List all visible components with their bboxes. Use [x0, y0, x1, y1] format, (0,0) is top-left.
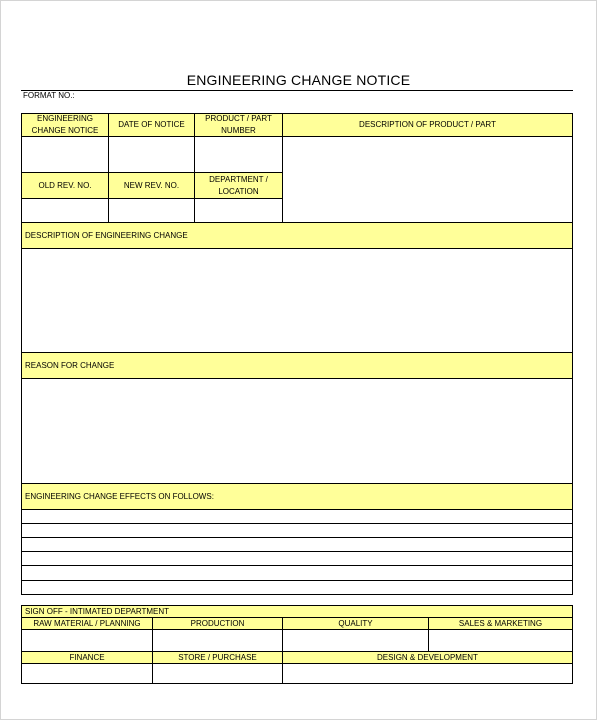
sales-header: SALES & MARKETING: [428, 617, 573, 630]
format-number-label: FORMAT NO.:: [23, 91, 75, 100]
title-rule: [21, 90, 573, 91]
sales-signature[interactable]: [428, 629, 573, 652]
department-field[interactable]: [194, 198, 283, 223]
effects-row-line: [21, 551, 573, 552]
finance-header: FINANCE: [21, 651, 153, 664]
effects-row-line: [21, 565, 573, 566]
design-header: DESIGN & DEVELOPMENT: [282, 651, 573, 664]
store-header: STORE / PURCHASE: [152, 651, 283, 664]
production-header: PRODUCTION: [152, 617, 283, 630]
quality-header: QUALITY: [282, 617, 429, 630]
finance-signature[interactable]: [21, 663, 153, 684]
product-header: PRODUCT / PART NUMBER: [194, 113, 283, 137]
ecn-header: ENGINEERING CHANGE NOTICE: [21, 113, 109, 137]
signoff-title: SIGN OFF - INTIMATED DEPARTMENT: [21, 605, 573, 618]
description-header: DESCRIPTION OF PRODUCT / PART: [282, 113, 573, 137]
reason-header: REASON FOR CHANGE: [21, 352, 573, 379]
store-signature[interactable]: [152, 663, 283, 684]
ecn-field[interactable]: [21, 136, 109, 173]
date-header: DATE OF NOTICE: [108, 113, 195, 137]
date-field[interactable]: [108, 136, 195, 173]
raw-material-signature[interactable]: [21, 629, 153, 652]
new-rev-field[interactable]: [108, 198, 195, 223]
change-description-field[interactable]: [21, 248, 573, 353]
effects-row-line: [21, 537, 573, 538]
description-field[interactable]: [282, 136, 573, 223]
department-header: DEPARTMENT / LOCATION: [194, 172, 283, 199]
new-rev-header: NEW REV. NO.: [108, 172, 195, 199]
design-signature[interactable]: [282, 663, 573, 684]
raw-material-header: RAW MATERIAL / PLANNING: [21, 617, 153, 630]
old-rev-header: OLD REV. NO.: [21, 172, 109, 199]
document-title: ENGINEERING CHANGE NOTICE: [186, 72, 411, 88]
effects-list[interactable]: [21, 509, 573, 595]
reason-field[interactable]: [21, 378, 573, 484]
effects-header: ENGINEERING CHANGE EFFECTS ON FOLLOWS:: [21, 483, 573, 510]
effects-row-line: [21, 580, 573, 581]
old-rev-field[interactable]: [21, 198, 109, 223]
production-signature[interactable]: [152, 629, 283, 652]
quality-signature[interactable]: [282, 629, 429, 652]
effects-row-line: [21, 523, 573, 524]
change-description-header: DESCRIPTION OF ENGINEERING CHANGE: [21, 222, 573, 249]
product-field[interactable]: [194, 136, 283, 173]
